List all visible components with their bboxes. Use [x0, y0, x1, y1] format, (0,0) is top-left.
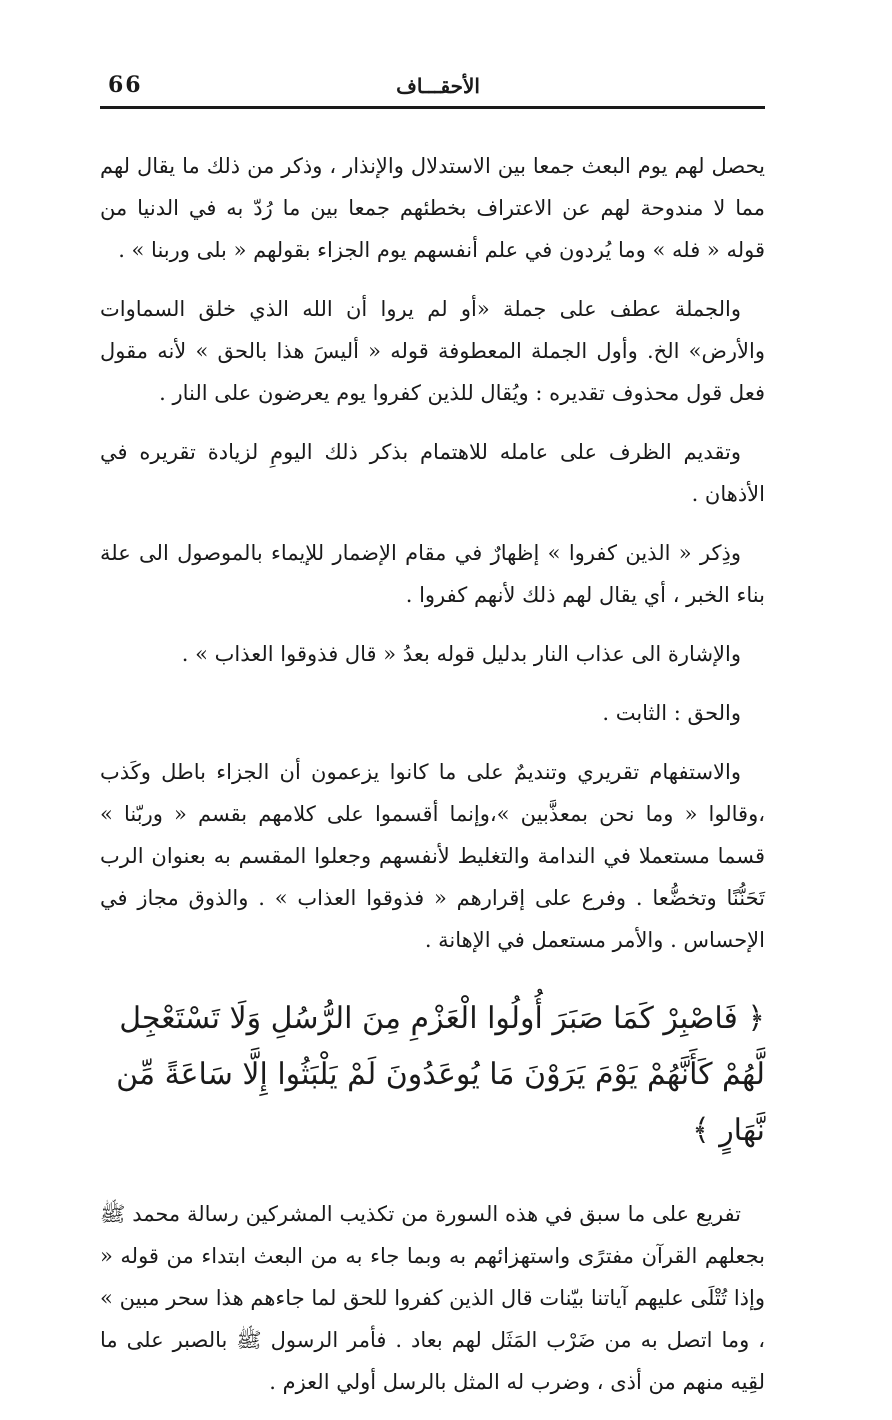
paragraph-4: وذِكر « الذين كفروا » إظهارٌ في مقام الإضمار للإيماء بالموصول الى علة بناء الخبر ، أي يقال لهم ذلك لأنهم كفروا .: [100, 541, 765, 607]
closing-paragraph: تفريع على ما سبق في هذه السورة من تكذيب المشركين رسالة محمد ﷺ بجعلهم القرآن مفترًى واستهزائهم به وبما جاء به من البعث ابتداء من قوله « وإذا تُتْلَى عليهم آياتنا بيّنات قال الذين كفروا للحق لما جاءهم هذا سحر مبين » ، وما اتصل به من ضَرْب المَثَل لهم بعاد . فأمر الرسول ﷺ بالصبر على ما لقِيه منهم من أذى ، وضرب له المثل بالرسل أولي العزم .: [100, 1202, 765, 1394]
paragraph-2: والجملة عطف على جملة «أو لم يروا أن الله الذي خلق السماوات والأرض» الخ. وأول الجملة المعطوفة قوله « أليسَ هذا بالحق » لأنه مقول فعل قول محذوف تقديره : ويُقال للذين كفروا يوم يعرضون على النار .: [100, 297, 765, 405]
paragraph-3: وتقديم الظرف على عامله للاهتمام بذكر ذلك اليومِ لزيادة تقريره في الأذهان .: [100, 440, 765, 506]
quran-verse: ﴿ فَاصْبِرْ كَمَا صَبَرَ أُولُوا الْعَزْمِ مِنَ الرُّسُلِ وَلَا تَسْتَعْجِل لَّهُمْ كَأَنَّهُمْ يَوْمَ يَرَوْنَ مَا يُوعَدُونَ لَمْ يَلْبَثُوا إِلَّا سَاعَةً مِّن نَّهَارٍ ﴾: [116, 1001, 765, 1148]
page-number: 66: [108, 72, 143, 98]
paragraph-1: يحصل لهم يوم البعث جمعا بين الاستدلال والإنذار ، وذكر من ذلك ما يقال لهم مما لا مندوحة لهم عن الاعتراف بخطئهم جمعا بين ما رُدّ به في الدنيا من قوله « فله » وما يُردون في علم أنفسهم يوم الجزاء بقولهم « بلى وربنا » .: [100, 154, 765, 262]
paragraph-6: والحق : الثابت .: [602, 701, 741, 725]
page-header: [100, 64, 765, 104]
paragraph-5: والإشارة الى عذاب النار بدليل قوله بعدُ « قال فذوقوا العذاب » .: [181, 642, 741, 666]
header-rule: [100, 106, 765, 109]
running-title: الأحقـــاف: [396, 74, 480, 98]
paragraph-7: والاستفهام تقريري وتنديمٌ على ما كانوا يزعمون أن الجزاء باطل وكَذب ،وقالوا « وما نحن بمعذَّبين »،وإنما أقسموا على كلامهم بقسم « وربّنا » قسما مستعملا في الندامة والتغليط لأنفسهم وجعلوا المقسم به بعنوان الرب تَحَنُّنًا وتخضُّعا . وفرع على إقرارهم « فذوقوا العذاب » . والذوق مجاز في الإحساس . والأمر مستعمل في الإهانة .: [100, 760, 765, 952]
page-body: [100, 145, 765, 1420]
